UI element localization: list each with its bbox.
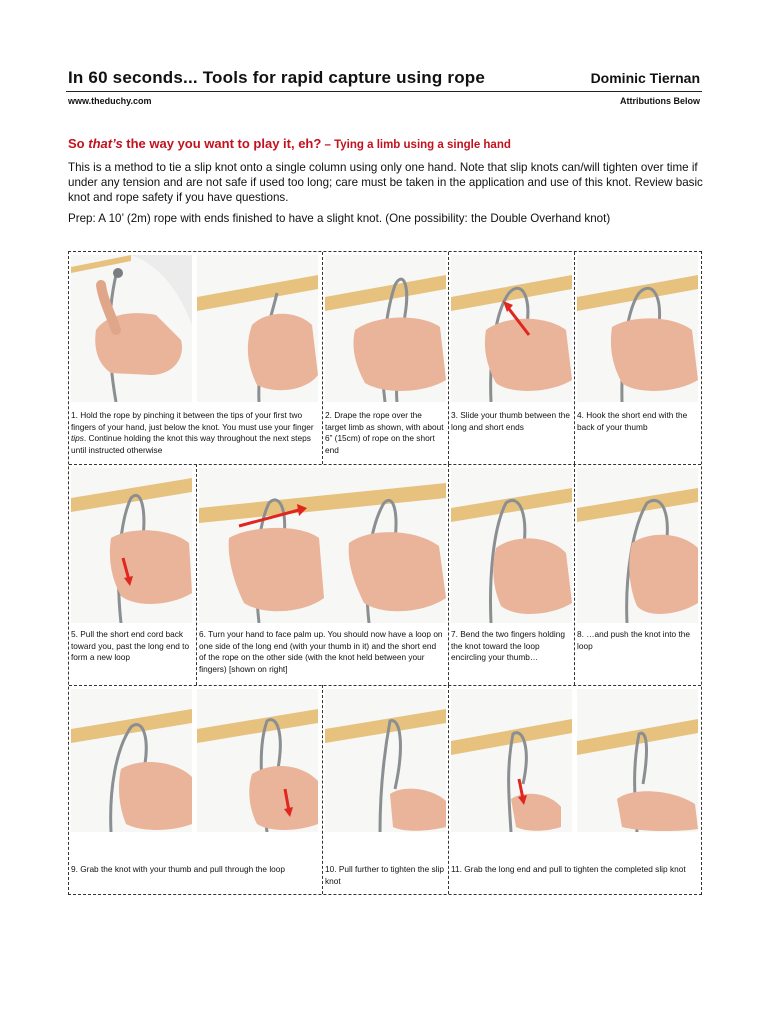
divider xyxy=(448,464,449,685)
step-9-caption: 9. Grab the knot with your thumb and pull through the loop xyxy=(71,864,286,874)
pull-through-illustration xyxy=(197,689,318,832)
palm-up-illustration xyxy=(199,468,446,623)
step-1-text-emphasis: tips xyxy=(71,433,84,443)
step-11b-photo xyxy=(577,689,698,832)
step-4-photo xyxy=(577,255,698,402)
step-3-caption: 3. Slide your thumb between the long and short ends xyxy=(451,410,570,432)
step-11-photo xyxy=(451,689,572,832)
hand-pinch-illustration xyxy=(71,255,192,402)
section-title-post: the way you want to play it, eh? xyxy=(122,136,322,151)
step-4-caption: 4. Hook the short end with the back of your thumb xyxy=(577,410,688,432)
thumb-hook-illustration xyxy=(577,255,698,402)
intro-paragraph: This is a method to tie a slip knot onto a single column using only one hand. Note that slip knots can/will tighten over time if under any tension and are not safe if used too long; care must be taken in the application and use of this knot. Review basic knot and rope safety if you have questions. xyxy=(68,161,703,204)
divider xyxy=(448,252,449,464)
step-1-text-c: . Continue holding the knot this way throughout the next steps until instructed otherwise xyxy=(71,433,311,455)
step-8-caption: 8. …and push the knot into the loop xyxy=(577,629,691,651)
divider xyxy=(574,464,575,685)
website-url[interactable]: www.theduchy.com xyxy=(68,96,152,106)
pull-short-end-illustration xyxy=(71,468,192,623)
section-title-pre: So xyxy=(68,136,89,151)
section-title xyxy=(68,136,511,151)
completed-knot-illustration xyxy=(577,689,698,832)
step-3-photo xyxy=(451,255,572,402)
step-5-photo xyxy=(71,468,192,623)
prep-note: Prep: A 10’ (2m) rope with ends finished to have a slight knot. (One possibility: the Double Overhand knot) xyxy=(68,212,611,225)
divider xyxy=(69,685,701,686)
step-1-caption xyxy=(71,410,319,456)
divider xyxy=(448,685,449,894)
step-1b-photo xyxy=(197,255,318,402)
divider xyxy=(322,252,323,464)
divider xyxy=(322,685,323,894)
step-7-caption: 7. Bend the two fingers holding the knot toward the loop encircling your thumb… xyxy=(451,629,565,662)
grab-long-end-illustration xyxy=(451,689,572,832)
step-7-photo xyxy=(451,468,572,623)
step-5-caption: 5. Pull the short end cord back toward you, past the long end to form a new loop xyxy=(71,629,190,662)
header-rule xyxy=(66,91,702,92)
steps-grid xyxy=(68,251,702,895)
author-name: Dominic Tiernan xyxy=(590,70,700,86)
bend-fingers-illustration xyxy=(451,468,572,623)
step-8-photo xyxy=(577,468,698,623)
step-10-photo xyxy=(325,689,446,832)
step-6-caption: 6. Turn your hand to face palm up. You should now have a loop on one side of the long end (with your thumb in it) and the short end of the rope on the other side (with the knot held between your fingers) [shown on right] xyxy=(199,629,443,674)
divider xyxy=(574,252,575,464)
attributions-note: Attributions Below xyxy=(620,96,700,106)
step-6-photo xyxy=(199,468,446,623)
grab-knot-illustration xyxy=(71,689,192,832)
hand-hold-rope-illustration xyxy=(197,255,318,402)
step-2-photo xyxy=(325,255,446,402)
step-11-caption: 11. Grab the long end and pull to tighten the completed slip knot xyxy=(451,864,686,874)
section-title-emphasis: that’s xyxy=(88,136,123,151)
step-1-photo xyxy=(71,255,192,402)
step-1-text-a: 1. Hold the rope by pinching it between the tips of your first two fingers of your hand, just below the knot. You must use your finger xyxy=(71,410,314,432)
divider xyxy=(196,464,197,685)
step-9b-photo xyxy=(197,689,318,832)
step-9-photo xyxy=(71,689,192,832)
divider xyxy=(69,464,701,465)
page-title: In 60 seconds... Tools for rapid capture using rope xyxy=(68,68,486,87)
tighten-illustration xyxy=(325,689,446,832)
step-2-caption: 2. Drape the rope over the target limb as shown, with about 6” (15cm) of rope on the short end xyxy=(325,410,444,455)
section-subtitle: – Tying a limb using a single hand xyxy=(321,139,511,151)
step-10-caption: 10. Pull further to tighten the slip knot xyxy=(325,864,444,886)
rope-drape-illustration xyxy=(325,255,446,402)
push-knot-illustration xyxy=(577,468,698,623)
thumb-slide-illustration xyxy=(451,255,572,402)
